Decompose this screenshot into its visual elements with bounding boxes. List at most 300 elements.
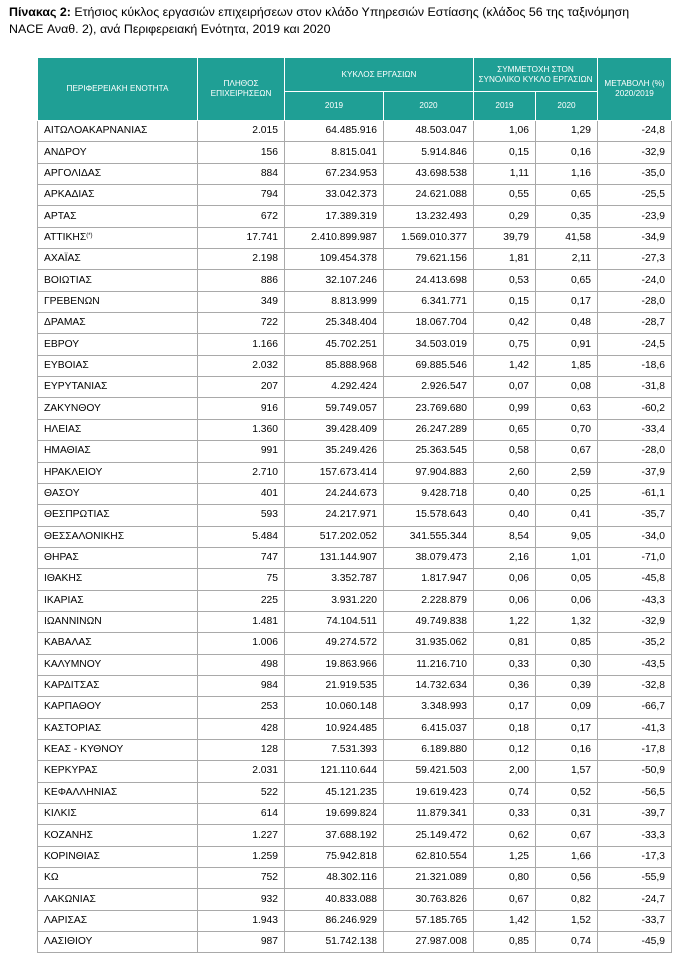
share-2020-cell: 0,65	[536, 270, 598, 291]
change-cell: -60,2	[598, 398, 672, 419]
region-name: ΖΑΚΥΝΘΟΥ	[44, 402, 101, 414]
change-cell: -45,9	[598, 932, 672, 953]
region-name: ΚΑΡΠΑΘΟΥ	[44, 701, 102, 713]
region-name: ΚΑΛΥΜΝΟΥ	[44, 658, 102, 670]
region-cell	[38, 718, 198, 739]
region-name: ΒΟΙΩΤΙΑΣ	[44, 274, 92, 286]
share-2020-cell: 0,56	[536, 868, 598, 889]
turnover-2020-cell: 2.228.879	[384, 590, 474, 611]
region-name: ΚΟΡΙΝΘΙΑΣ	[44, 850, 100, 862]
share-2020-cell: 0,82	[536, 889, 598, 910]
change-cell: -17,3	[598, 846, 672, 867]
region-name: ΛΑΡΙΣΑΣ	[44, 914, 88, 926]
region-cell	[38, 121, 198, 142]
region-name: ΑΙΤΩΛΟΑΚΑΡΝΑΝΙΑΣ	[44, 125, 148, 137]
change-cell: -24,7	[598, 889, 672, 910]
share-2019-cell: 0,15	[474, 291, 536, 312]
region-cell	[38, 611, 198, 632]
share-2019-cell: 0,33	[474, 654, 536, 675]
share-2019-cell: 1,42	[474, 910, 536, 931]
region-cell	[38, 761, 198, 782]
share-2020-cell: 0,85	[536, 633, 598, 654]
turnover-2020-cell: 6.341.771	[384, 291, 474, 312]
turnover-2019-cell: 74.104.511	[285, 611, 384, 632]
table-row	[38, 825, 672, 846]
header-count: ΠΛΗΘΟΣ ΕΠΙΧΕΙΡΗΣΕΩΝ	[198, 58, 285, 121]
table-row	[38, 846, 672, 867]
turnover-2019-cell: 4.292.424	[285, 377, 384, 398]
turnover-2019-cell: 24.244.673	[285, 483, 384, 504]
share-2019-cell: 39,79	[474, 227, 536, 248]
share-2020-cell: 9,05	[536, 526, 598, 547]
share-2020-cell: 1,57	[536, 761, 598, 782]
change-cell: -28,0	[598, 441, 672, 462]
turnover-2020-cell: 3.348.993	[384, 697, 474, 718]
change-cell: -71,0	[598, 547, 672, 568]
region-name: ΛΑΚΩΝΙΑΣ	[44, 893, 96, 905]
table-row	[38, 889, 672, 910]
turnover-2019-cell: 19.863.966	[285, 654, 384, 675]
table-row	[38, 227, 672, 248]
share-2019-cell: 0,58	[474, 441, 536, 462]
header-turnover-2020: 2020	[384, 92, 474, 121]
share-2019-cell: 1,25	[474, 846, 536, 867]
region-cell	[38, 249, 198, 270]
region-name: ΚΕΦΑΛΛΗΝΙΑΣ	[44, 786, 118, 798]
share-2020-cell: 1,16	[536, 163, 598, 184]
change-cell: -27,3	[598, 249, 672, 270]
count-cell: 1.259	[198, 846, 285, 867]
count-cell: 794	[198, 185, 285, 206]
caption-line-1	[9, 4, 688, 21]
share-2019-cell: 0,18	[474, 718, 536, 739]
turnover-2019-cell: 67.234.953	[285, 163, 384, 184]
header-share-2020: 2020	[536, 92, 598, 121]
turnover-2020-cell: 1.817.947	[384, 569, 474, 590]
count-cell: 17.741	[198, 227, 285, 248]
count-cell: 886	[198, 270, 285, 291]
table-row	[38, 377, 672, 398]
share-2019-cell: 0,06	[474, 590, 536, 611]
share-2020-cell: 1,66	[536, 846, 598, 867]
table-row	[38, 206, 672, 227]
turnover-2020-cell: 11.879.341	[384, 804, 474, 825]
share-2019-cell: 0,85	[474, 932, 536, 953]
turnover-2019-cell: 8.813.999	[285, 291, 384, 312]
turnover-2020-cell: 49.749.838	[384, 611, 474, 632]
change-cell: -43,5	[598, 654, 672, 675]
count-cell: 2.710	[198, 462, 285, 483]
region-cell	[38, 782, 198, 803]
count-cell: 522	[198, 782, 285, 803]
share-2020-cell: 0,05	[536, 569, 598, 590]
caption-line-2: NACE Αναθ. 2), ανά Περιφερειακή Ενότητα, 2019 και 2020	[9, 22, 331, 36]
turnover-2019-cell: 37.688.192	[285, 825, 384, 846]
share-2019-cell: 0,33	[474, 804, 536, 825]
header-turnover: ΚΥΚΛΟΣ ΕΡΓΑΣΙΩΝ	[285, 58, 474, 92]
region-cell	[38, 163, 198, 184]
table-header	[38, 58, 672, 121]
share-2020-cell: 0,52	[536, 782, 598, 803]
region-cell	[38, 291, 198, 312]
share-2019-cell: 0,80	[474, 868, 536, 889]
share-2020-cell: 0,06	[536, 590, 598, 611]
share-2020-cell: 0,41	[536, 505, 598, 526]
count-cell: 1.166	[198, 334, 285, 355]
turnover-2020-cell: 19.619.423	[384, 782, 474, 803]
share-2019-cell: 1,42	[474, 355, 536, 376]
turnover-2020-cell: 97.904.883	[384, 462, 474, 483]
count-cell: 991	[198, 441, 285, 462]
table-body	[38, 121, 672, 953]
share-2019-cell: 2,00	[474, 761, 536, 782]
count-cell: 747	[198, 547, 285, 568]
table-row	[38, 185, 672, 206]
share-2019-cell: 0,55	[474, 185, 536, 206]
turnover-2019-cell: 75.942.818	[285, 846, 384, 867]
turnover-2019-cell: 39.428.409	[285, 419, 384, 440]
turnover-2020-cell: 13.232.493	[384, 206, 474, 227]
turnover-2019-cell: 64.485.916	[285, 121, 384, 142]
turnover-2020-cell: 21.321.089	[384, 868, 474, 889]
turnover-2019-cell: 157.673.414	[285, 462, 384, 483]
change-cell: -25,5	[598, 185, 672, 206]
region-name: ΑΡΚΑΔΙΑΣ	[44, 189, 95, 201]
turnover-2020-cell: 11.216.710	[384, 654, 474, 675]
region-cell	[38, 633, 198, 654]
region-name: ΙΩΑΝΝΙΝΩΝ	[44, 616, 102, 628]
turnover-2019-cell: 3.931.220	[285, 590, 384, 611]
header-region: ΠΕΡΙΦΕΡΕΙΑΚΗ ΕΝΟΤΗΤΑ	[38, 58, 198, 121]
share-2019-cell: 1,06	[474, 121, 536, 142]
header-turnover-2019: 2019	[285, 92, 384, 121]
share-2019-cell: 0,99	[474, 398, 536, 419]
turnover-2019-cell: 17.389.319	[285, 206, 384, 227]
change-cell: -32,9	[598, 611, 672, 632]
share-2020-cell: 0,63	[536, 398, 598, 419]
turnover-2019-cell: 45.702.251	[285, 334, 384, 355]
share-2020-cell: 0,74	[536, 932, 598, 953]
count-cell: 984	[198, 675, 285, 696]
region-cell	[38, 185, 198, 206]
share-2019-cell: 2,60	[474, 462, 536, 483]
region-cell	[38, 355, 198, 376]
turnover-2019-cell: 2.410.899.987	[285, 227, 384, 248]
table-row	[38, 675, 672, 696]
turnover-2020-cell: 14.732.634	[384, 675, 474, 696]
count-cell: 722	[198, 313, 285, 334]
turnover-2019-cell: 121.110.644	[285, 761, 384, 782]
share-2019-cell: 0,62	[474, 825, 536, 846]
region-name: ΙΘΑΚΗΣ	[44, 573, 83, 585]
count-cell: 614	[198, 804, 285, 825]
region-name: ΚΟΖΑΝΗΣ	[44, 829, 93, 841]
region-cell	[38, 697, 198, 718]
change-cell: -33,4	[598, 419, 672, 440]
turnover-2020-cell: 24.621.088	[384, 185, 474, 206]
count-cell: 207	[198, 377, 285, 398]
turnover-2020-cell: 31.935.062	[384, 633, 474, 654]
count-cell: 75	[198, 569, 285, 590]
turnover-2019-cell: 8.815.041	[285, 142, 384, 163]
region-cell	[38, 419, 198, 440]
region-name: ΘΑΣΟΥ	[44, 488, 80, 500]
share-2020-cell: 0,35	[536, 206, 598, 227]
region-cell	[38, 569, 198, 590]
footnote-marker: (*)	[86, 232, 93, 239]
change-cell: -32,8	[598, 675, 672, 696]
change-cell: -50,9	[598, 761, 672, 782]
share-2019-cell: 2,16	[474, 547, 536, 568]
share-2020-cell: 0,48	[536, 313, 598, 334]
turnover-2020-cell: 43.698.538	[384, 163, 474, 184]
region-name: ΚΑΡΔΙΤΣΑΣ	[44, 680, 100, 692]
count-cell: 884	[198, 163, 285, 184]
region-name: ΕΥΒΟΙΑΣ	[44, 359, 89, 371]
turnover-2020-cell: 25.363.545	[384, 441, 474, 462]
turnover-2020-cell: 341.555.344	[384, 526, 474, 547]
change-cell: -24,0	[598, 270, 672, 291]
change-cell: -18,6	[598, 355, 672, 376]
table-row	[38, 718, 672, 739]
count-cell: 1.943	[198, 910, 285, 931]
turnover-2020-cell: 24.413.698	[384, 270, 474, 291]
region-name: ΘΕΣΣΑΛΟΝΙΚΗΣ	[44, 530, 125, 542]
share-2020-cell: 0,16	[536, 142, 598, 163]
change-cell: -28,7	[598, 313, 672, 334]
region-cell	[38, 547, 198, 568]
count-cell: 1.006	[198, 633, 285, 654]
turnover-2019-cell: 10.060.148	[285, 697, 384, 718]
region-name: ΑΡΓΟΛΙΔΑΣ	[44, 167, 102, 179]
table-row	[38, 121, 672, 142]
caption-label: Πίνακας 2:	[9, 5, 71, 19]
change-cell: -66,7	[598, 697, 672, 718]
change-cell: -17,8	[598, 739, 672, 760]
change-cell: -56,5	[598, 782, 672, 803]
change-cell: -45,8	[598, 569, 672, 590]
region-name: ΚΑΣΤΟΡΙΑΣ	[44, 722, 102, 734]
region-name: ΚΑΒΑΛΑΣ	[44, 637, 92, 649]
share-2019-cell: 0,74	[474, 782, 536, 803]
table-caption	[9, 4, 688, 38]
table-row	[38, 611, 672, 632]
count-cell: 1.227	[198, 825, 285, 846]
table-row	[38, 910, 672, 931]
count-cell: 253	[198, 697, 285, 718]
turnover-2020-cell: 38.079.473	[384, 547, 474, 568]
share-2019-cell: 0,53	[474, 270, 536, 291]
turnover-2020-cell: 23.769.680	[384, 398, 474, 419]
region-cell	[38, 739, 198, 760]
region-name: ΘΕΣΠΡΩΤΙΑΣ	[44, 509, 110, 521]
table-row	[38, 355, 672, 376]
region-cell	[38, 825, 198, 846]
region-cell	[38, 910, 198, 931]
turnover-2020-cell: 6.189.880	[384, 739, 474, 760]
region-name: ΑΝΔΡΟΥ	[44, 146, 87, 158]
turnover-2020-cell: 15.578.643	[384, 505, 474, 526]
turnover-2020-cell: 62.810.554	[384, 846, 474, 867]
region-name: ΕΥΡΥΤΑΝΙΑΣ	[44, 381, 108, 393]
turnover-2020-cell: 25.149.472	[384, 825, 474, 846]
table-row	[38, 590, 672, 611]
share-2019-cell: 0,40	[474, 483, 536, 504]
table-row	[38, 398, 672, 419]
change-cell: -35,2	[598, 633, 672, 654]
count-cell: 2.015	[198, 121, 285, 142]
share-2020-cell: 1,29	[536, 121, 598, 142]
count-cell: 932	[198, 889, 285, 910]
turnover-2019-cell: 48.302.116	[285, 868, 384, 889]
count-cell: 156	[198, 142, 285, 163]
share-2020-cell: 0,09	[536, 697, 598, 718]
turnover-2019-cell: 25.348.404	[285, 313, 384, 334]
region-name: ΓΡΕΒΕΝΩΝ	[44, 295, 100, 307]
change-cell: -35,7	[598, 505, 672, 526]
table-row	[38, 441, 672, 462]
header-share: ΣΥΜΜΕΤΟΧΗ ΣΤΟΝ ΣΥΝΟΛΙΚΟ ΚΥΚΛΟ ΕΡΓΑΣΙΩΝ	[474, 58, 598, 92]
share-2020-cell: 1,52	[536, 910, 598, 931]
share-2020-cell: 0,16	[536, 739, 598, 760]
turnover-2020-cell: 69.885.546	[384, 355, 474, 376]
change-cell: -33,7	[598, 910, 672, 931]
region-cell	[38, 441, 198, 462]
turnover-2019-cell: 109.454.378	[285, 249, 384, 270]
turnover-2019-cell: 24.217.971	[285, 505, 384, 526]
region-cell	[38, 377, 198, 398]
table-row	[38, 142, 672, 163]
share-2020-cell: 1,85	[536, 355, 598, 376]
turnover-2020-cell: 48.503.047	[384, 121, 474, 142]
region-cell	[38, 804, 198, 825]
turnover-table	[37, 57, 672, 953]
share-2019-cell: 0,36	[474, 675, 536, 696]
turnover-2019-cell: 19.699.824	[285, 804, 384, 825]
region-name: ΚΙΛΚΙΣ	[44, 808, 77, 820]
region-cell	[38, 590, 198, 611]
count-cell: 349	[198, 291, 285, 312]
turnover-2019-cell: 32.107.246	[285, 270, 384, 291]
table-row	[38, 739, 672, 760]
count-cell: 916	[198, 398, 285, 419]
count-cell: 2.198	[198, 249, 285, 270]
table-row	[38, 804, 672, 825]
share-2020-cell: 0,30	[536, 654, 598, 675]
change-cell: -31,8	[598, 377, 672, 398]
share-2019-cell: 0,15	[474, 142, 536, 163]
share-2020-cell: 0,17	[536, 718, 598, 739]
share-2020-cell: 1,32	[536, 611, 598, 632]
count-cell: 1.481	[198, 611, 285, 632]
turnover-2019-cell: 3.352.787	[285, 569, 384, 590]
change-cell: -23,9	[598, 206, 672, 227]
table-row	[38, 419, 672, 440]
turnover-2019-cell: 86.246.929	[285, 910, 384, 931]
table-row	[38, 569, 672, 590]
turnover-2019-cell: 40.833.088	[285, 889, 384, 910]
share-2019-cell: 0,42	[474, 313, 536, 334]
region-name: ΑΡΤΑΣ	[44, 210, 77, 222]
turnover-2020-cell: 6.415.037	[384, 718, 474, 739]
table-row	[38, 761, 672, 782]
turnover-2020-cell: 2.926.547	[384, 377, 474, 398]
table-row	[38, 697, 672, 718]
share-2020-cell: 41,58	[536, 227, 598, 248]
change-cell: -34,9	[598, 227, 672, 248]
table-row	[38, 462, 672, 483]
turnover-2019-cell: 85.888.968	[285, 355, 384, 376]
region-cell	[38, 334, 198, 355]
share-2020-cell: 0,65	[536, 185, 598, 206]
share-2019-cell: 0,06	[474, 569, 536, 590]
turnover-2019-cell: 33.042.373	[285, 185, 384, 206]
change-cell: -37,9	[598, 462, 672, 483]
turnover-2020-cell: 59.421.503	[384, 761, 474, 782]
share-2019-cell: 0,07	[474, 377, 536, 398]
table-row	[38, 483, 672, 504]
share-2020-cell: 0,25	[536, 483, 598, 504]
turnover-2020-cell: 79.621.156	[384, 249, 474, 270]
turnover-2020-cell: 26.247.289	[384, 419, 474, 440]
share-2020-cell: 0,08	[536, 377, 598, 398]
region-cell	[38, 483, 198, 504]
turnover-2020-cell: 9.428.718	[384, 483, 474, 504]
share-2019-cell: 0,12	[474, 739, 536, 760]
share-2020-cell: 2,59	[536, 462, 598, 483]
table-row	[38, 249, 672, 270]
count-cell: 672	[198, 206, 285, 227]
table-row	[38, 782, 672, 803]
change-cell: -41,3	[598, 718, 672, 739]
count-cell: 987	[198, 932, 285, 953]
table-row	[38, 291, 672, 312]
region-cell	[38, 932, 198, 953]
share-2019-cell: 1,81	[474, 249, 536, 270]
change-cell: -39,7	[598, 804, 672, 825]
share-2019-cell: 0,81	[474, 633, 536, 654]
change-cell: -24,5	[598, 334, 672, 355]
share-2020-cell: 0,91	[536, 334, 598, 355]
share-2019-cell: 0,40	[474, 505, 536, 526]
region-cell	[38, 206, 198, 227]
share-2019-cell: 1,11	[474, 163, 536, 184]
header-change: ΜΕΤΑΒΟΛΗ (%) 2020/2019	[598, 58, 672, 121]
count-cell: 428	[198, 718, 285, 739]
count-cell: 593	[198, 505, 285, 526]
change-cell: -33,3	[598, 825, 672, 846]
count-cell: 2.031	[198, 761, 285, 782]
region-name: ΚΕΡΚΥΡΑΣ	[44, 765, 98, 777]
region-cell	[38, 505, 198, 526]
turnover-2019-cell: 131.144.907	[285, 547, 384, 568]
count-cell: 752	[198, 868, 285, 889]
region-name: ΗΜΑΘΙΑΣ	[44, 445, 91, 457]
region-cell	[38, 313, 198, 334]
turnover-2019-cell: 45.121.235	[285, 782, 384, 803]
share-2020-cell: 0,67	[536, 825, 598, 846]
region-name: ΕΒΡΟΥ	[44, 338, 80, 350]
count-cell: 225	[198, 590, 285, 611]
share-2020-cell: 0,39	[536, 675, 598, 696]
share-2019-cell: 0,67	[474, 889, 536, 910]
change-cell: -24,8	[598, 121, 672, 142]
turnover-2019-cell: 21.919.535	[285, 675, 384, 696]
share-2020-cell: 0,70	[536, 419, 598, 440]
region-cell	[38, 526, 198, 547]
share-2020-cell: 1,01	[536, 547, 598, 568]
region-cell	[38, 142, 198, 163]
